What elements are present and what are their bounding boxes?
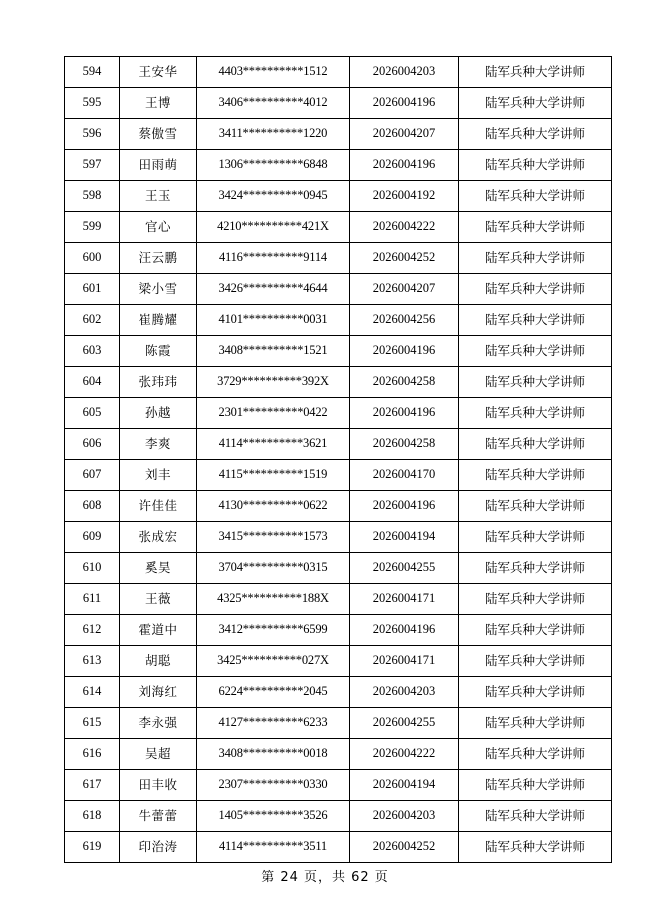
cell-unit: 陆军兵种大学讲师 xyxy=(459,615,612,646)
cell-name: 汪云鹏 xyxy=(120,243,197,274)
cell-name: 王玉 xyxy=(120,181,197,212)
cell-unit: 陆军兵种大学讲师 xyxy=(459,677,612,708)
cell-unit: 陆军兵种大学讲师 xyxy=(459,274,612,305)
cell-id-number: 3408**********0018 xyxy=(197,739,350,770)
cell-code: 2026004222 xyxy=(350,212,459,243)
cell-index: 619 xyxy=(65,832,120,863)
table-row xyxy=(65,57,612,88)
table-row xyxy=(65,243,612,274)
cell-id-number: 4325**********188X xyxy=(197,584,350,615)
cell-name: 霍道中 xyxy=(120,615,197,646)
cell-index: 612 xyxy=(65,615,120,646)
cell-unit: 陆军兵种大学讲师 xyxy=(459,398,612,429)
cell-name: 吴超 xyxy=(120,739,197,770)
cell-id-number: 6224**********2045 xyxy=(197,677,350,708)
table-row xyxy=(65,708,612,739)
table-row xyxy=(65,274,612,305)
table-row xyxy=(65,553,612,584)
cell-code: 2026004196 xyxy=(350,88,459,119)
table-row xyxy=(65,119,612,150)
cell-name: 田雨萌 xyxy=(120,150,197,181)
cell-id-number: 4403**********1512 xyxy=(197,57,350,88)
table-row xyxy=(65,429,612,460)
cell-index: 600 xyxy=(65,243,120,274)
cell-unit: 陆军兵种大学讲师 xyxy=(459,150,612,181)
candidate-roster-table xyxy=(64,56,612,863)
cell-id-number: 3406**********4012 xyxy=(197,88,350,119)
cell-name: 官心 xyxy=(120,212,197,243)
page-footer: 第 24 页，共 62 页 xyxy=(261,870,389,885)
cell-code: 2026004171 xyxy=(350,584,459,615)
cell-index: 594 xyxy=(65,57,120,88)
cell-code: 2026004207 xyxy=(350,119,459,150)
cell-code: 2026004196 xyxy=(350,336,459,367)
cell-id-number: 1306**********6848 xyxy=(197,150,350,181)
cell-index: 617 xyxy=(65,770,120,801)
cell-unit: 陆军兵种大学讲师 xyxy=(459,770,612,801)
cell-id-number: 4115**********1519 xyxy=(197,460,350,491)
cell-unit: 陆军兵种大学讲师 xyxy=(459,119,612,150)
cell-id-number: 3704**********0315 xyxy=(197,553,350,584)
cell-code: 2026004194 xyxy=(350,770,459,801)
cell-unit: 陆军兵种大学讲师 xyxy=(459,429,612,460)
cell-index: 595 xyxy=(65,88,120,119)
cell-unit: 陆军兵种大学讲师 xyxy=(459,801,612,832)
cell-index: 611 xyxy=(65,584,120,615)
cell-name: 刘丰 xyxy=(120,460,197,491)
cell-code: 2026004207 xyxy=(350,274,459,305)
cell-id-number: 3412**********6599 xyxy=(197,615,350,646)
cell-index: 602 xyxy=(65,305,120,336)
cell-index: 597 xyxy=(65,150,120,181)
cell-name: 李永强 xyxy=(120,708,197,739)
cell-id-number: 3424**********0945 xyxy=(197,181,350,212)
cell-id-number: 2307**********0330 xyxy=(197,770,350,801)
table-row xyxy=(65,770,612,801)
cell-name: 田丰收 xyxy=(120,770,197,801)
cell-id-number: 3426**********4644 xyxy=(197,274,350,305)
table-row xyxy=(65,212,612,243)
cell-index: 615 xyxy=(65,708,120,739)
cell-name: 崔腾耀 xyxy=(120,305,197,336)
cell-name: 胡聪 xyxy=(120,646,197,677)
cell-code: 2026004252 xyxy=(350,832,459,863)
cell-id-number: 3411**********1220 xyxy=(197,119,350,150)
table-row xyxy=(65,305,612,336)
cell-index: 609 xyxy=(65,522,120,553)
cell-name: 陈霞 xyxy=(120,336,197,367)
cell-id-number: 2301**********0422 xyxy=(197,398,350,429)
cell-id-number: 3729**********392X xyxy=(197,367,350,398)
table-row xyxy=(65,832,612,863)
cell-index: 598 xyxy=(65,181,120,212)
cell-name: 张玮玮 xyxy=(120,367,197,398)
table-row xyxy=(65,739,612,770)
cell-name: 王安华 xyxy=(120,57,197,88)
table-row xyxy=(65,398,612,429)
cell-index: 616 xyxy=(65,739,120,770)
cell-name: 奚昊 xyxy=(120,553,197,584)
cell-code: 2026004194 xyxy=(350,522,459,553)
cell-code: 2026004196 xyxy=(350,150,459,181)
cell-code: 2026004255 xyxy=(350,708,459,739)
cell-id-number: 3415**********1573 xyxy=(197,522,350,553)
cell-name: 王薇 xyxy=(120,584,197,615)
cell-unit: 陆军兵种大学讲师 xyxy=(459,367,612,398)
cell-name: 孙越 xyxy=(120,398,197,429)
cell-index: 618 xyxy=(65,801,120,832)
cell-code: 2026004203 xyxy=(350,677,459,708)
cell-index: 603 xyxy=(65,336,120,367)
cell-index: 608 xyxy=(65,491,120,522)
cell-code: 2026004256 xyxy=(350,305,459,336)
table-row xyxy=(65,336,612,367)
cell-index: 610 xyxy=(65,553,120,584)
cell-unit: 陆军兵种大学讲师 xyxy=(459,181,612,212)
cell-code: 2026004222 xyxy=(350,739,459,770)
cell-id-number: 3425**********027X xyxy=(197,646,350,677)
cell-name: 刘海红 xyxy=(120,677,197,708)
table-row xyxy=(65,615,612,646)
cell-unit: 陆军兵种大学讲师 xyxy=(459,305,612,336)
cell-id-number: 4210**********421X xyxy=(197,212,350,243)
cell-code: 2026004203 xyxy=(350,801,459,832)
cell-code: 2026004196 xyxy=(350,398,459,429)
table-row xyxy=(65,522,612,553)
cell-index: 604 xyxy=(65,367,120,398)
cell-unit: 陆军兵种大学讲师 xyxy=(459,57,612,88)
cell-index: 607 xyxy=(65,460,120,491)
cell-id-number: 4114**********3511 xyxy=(197,832,350,863)
cell-index: 601 xyxy=(65,274,120,305)
cell-unit: 陆军兵种大学讲师 xyxy=(459,243,612,274)
cell-code: 2026004170 xyxy=(350,460,459,491)
cell-id-number: 4101**********0031 xyxy=(197,305,350,336)
table-row xyxy=(65,801,612,832)
cell-index: 614 xyxy=(65,677,120,708)
cell-code: 2026004255 xyxy=(350,553,459,584)
cell-index: 606 xyxy=(65,429,120,460)
cell-code: 2026004196 xyxy=(350,615,459,646)
table-row xyxy=(65,646,612,677)
cell-unit: 陆军兵种大学讲师 xyxy=(459,491,612,522)
table-row xyxy=(65,677,612,708)
cell-name: 王博 xyxy=(120,88,197,119)
cell-name: 许佳佳 xyxy=(120,491,197,522)
cell-code: 2026004171 xyxy=(350,646,459,677)
cell-index: 613 xyxy=(65,646,120,677)
cell-unit: 陆军兵种大学讲师 xyxy=(459,522,612,553)
cell-unit: 陆军兵种大学讲师 xyxy=(459,646,612,677)
table-row xyxy=(65,367,612,398)
cell-unit: 陆军兵种大学讲师 xyxy=(459,708,612,739)
cell-unit: 陆军兵种大学讲师 xyxy=(459,460,612,491)
cell-name: 梁小雪 xyxy=(120,274,197,305)
cell-code: 2026004258 xyxy=(350,367,459,398)
table-row xyxy=(65,181,612,212)
table-row xyxy=(65,88,612,119)
table-row xyxy=(65,584,612,615)
cell-id-number: 3408**********1521 xyxy=(197,336,350,367)
cell-name: 李爽 xyxy=(120,429,197,460)
cell-unit: 陆军兵种大学讲师 xyxy=(459,212,612,243)
cell-unit: 陆军兵种大学讲师 xyxy=(459,832,612,863)
cell-id-number: 4130**********0622 xyxy=(197,491,350,522)
cell-name: 牛蕾蕾 xyxy=(120,801,197,832)
cell-name: 张成宏 xyxy=(120,522,197,553)
cell-index: 599 xyxy=(65,212,120,243)
table-row xyxy=(65,491,612,522)
cell-code: 2026004252 xyxy=(350,243,459,274)
cell-code: 2026004196 xyxy=(350,491,459,522)
cell-index: 605 xyxy=(65,398,120,429)
cell-unit: 陆军兵种大学讲师 xyxy=(459,336,612,367)
cell-id-number: 4114**********3621 xyxy=(197,429,350,460)
cell-id-number: 4127**********6233 xyxy=(197,708,350,739)
cell-unit: 陆军兵种大学讲师 xyxy=(459,88,612,119)
cell-index: 596 xyxy=(65,119,120,150)
cell-id-number: 1405**********3526 xyxy=(197,801,350,832)
cell-code: 2026004192 xyxy=(350,181,459,212)
table-row xyxy=(65,150,612,181)
cell-unit: 陆军兵种大学讲师 xyxy=(459,553,612,584)
table-row xyxy=(65,460,612,491)
cell-code: 2026004203 xyxy=(350,57,459,88)
cell-unit: 陆军兵种大学讲师 xyxy=(459,739,612,770)
cell-name: 印治涛 xyxy=(120,832,197,863)
cell-name: 蔡傲雪 xyxy=(120,119,197,150)
cell-unit: 陆军兵种大学讲师 xyxy=(459,584,612,615)
cell-code: 2026004258 xyxy=(350,429,459,460)
table-body xyxy=(65,57,612,863)
cell-id-number: 4116**********9114 xyxy=(197,243,350,274)
